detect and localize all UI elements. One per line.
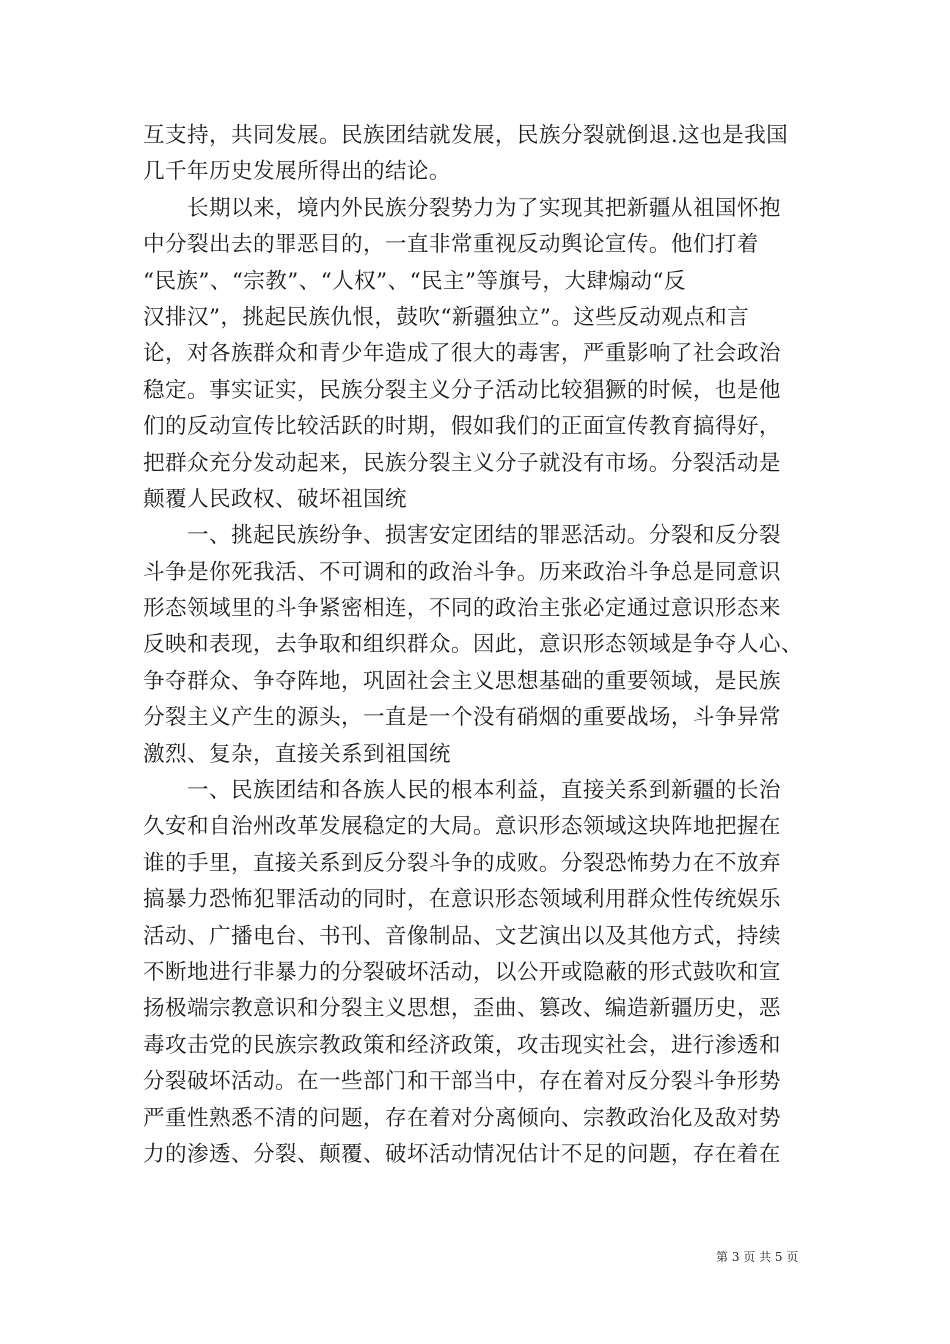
text-line: 分裂主义产生的源头，一直是一个没有硝烟的重要战场，斗争异常 [143,705,781,731]
text-line: 扬极端宗教意识和分裂主义思想，歪曲、篡改、编造新疆历史，恶 [143,996,781,1022]
text-line: 不断地进行非暴力的分裂破坏活动，以公开或隐蔽的形式鼓吹和宣 [143,959,781,985]
document-body [143,118,813,1173]
text-line: 争夺群众、争夺阵地，巩固社会主义思想基础的重要领域，是民族 [143,668,781,694]
text-line: 严重性熟悉不清的问题，存在着对分离倾向、宗教政治化及敌对势 [143,1105,781,1131]
text-line: 毒攻击党的民族宗教政策和经济政策，攻击现实社会，进行渗透和 [143,1032,781,1058]
text-line: 几千年历史发展所得出的结论。 [143,159,451,185]
text-line: 斗争是你死我活、不可调和的政治斗争。历来政治斗争总是同意识 [143,559,781,585]
paragraph-start-line: 一、民族团结和各族人民的根本利益，直接关系到新疆的长治 [187,778,781,804]
text-line: 汉排汉”，挑起民族仇恨，鼓吹“新疆独立”。这些反动观点和言 [143,304,750,330]
text-line: “民族”、“宗教”、“人权”、“民主”等旗号，大肆煽动“反 [143,268,686,294]
text-line: 谁的手里，直接关系到反分裂斗争的成败。分裂恐怖势力在不放弃 [143,850,781,876]
paragraph-start-line: 长期以来，境内外民族分裂势力为了实现其把新疆从祖国怀抱 [187,195,781,221]
text-line: 们的反动宣传比较活跃的时期，假如我们的正面宣传教育搞得好， [143,414,781,440]
text-line: 激烈、复杂，直接关系到祖国统 [143,741,451,767]
paragraph-start-line: 一、挑起民族纷争、损害安定团结的罪恶活动。分裂和反分裂 [187,523,781,549]
text-line: 久安和自治州改革发展稳定的大局。意识形态领域这块阵地把握在 [143,814,781,840]
text-line: 互支持，共同发展。民族团结就发展，民族分裂就倒退.这也是我国 [143,123,789,148]
text-line: 颠覆人民政权、破坏祖国统 [143,486,407,512]
text-line: 活动、广播电台、书刊、音像制品、文艺演出以及其他方式，持续 [143,923,781,949]
text-line: 搞暴力恐怖犯罪活动的同时，在意识形态领域利用群众性传统娱乐 [143,887,781,913]
text-line: 把群众充分发动起来，民族分裂主义分子就没有市场。分裂活动是 [143,450,781,476]
text-line: 反映和表现，去争取和组织群众。因此，意识形态领域是争夺人心、 [143,632,803,658]
text-line: 形态领域里的斗争紧密相连，不同的政治主张必定通过意识形态来 [143,596,781,622]
text-line: 稳定。事实证实，民族分裂主义分子活动比较猖獗的时候，也是他 [143,377,781,403]
text-line: 力的渗透、分裂、颠覆、破坏活动情况估计不足的问题，存在着在 [143,1141,781,1167]
page-number-footer: 第 3 页 共 5 页 [716,1250,799,1264]
text-line: 中分裂出去的罪恶目的，一直非常重视反动舆论宣传。他们打着 [143,232,759,258]
text-line: 分裂破坏活动。在一些部门和干部当中，存在着对反分裂斗争形势 [143,1069,781,1095]
text-line: 论，对各族群众和青少年造成了很大的毒害，严重影响了社会政治 [143,341,781,367]
